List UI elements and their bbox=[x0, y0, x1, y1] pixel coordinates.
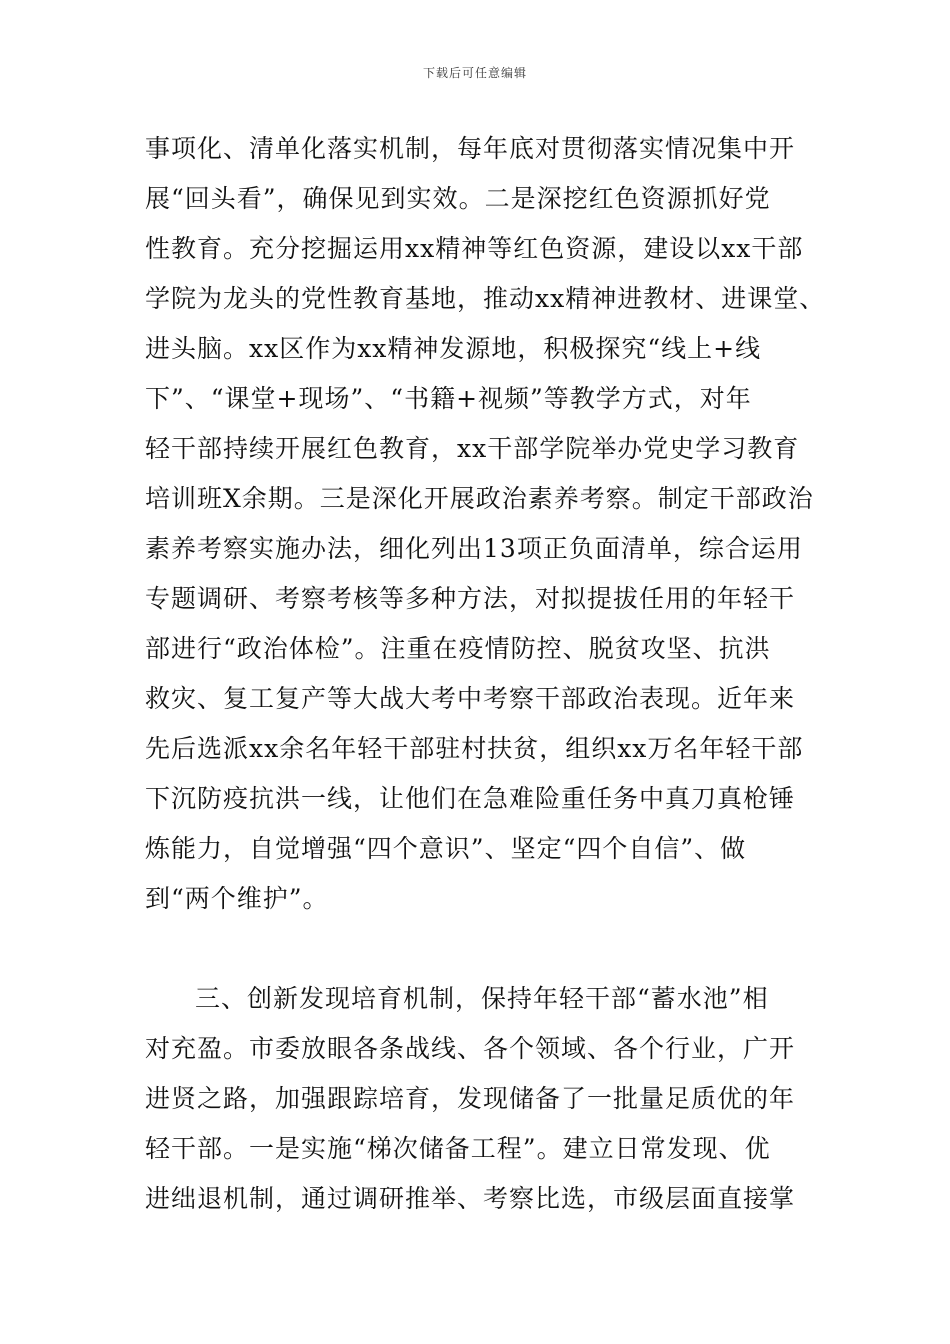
text-line: 培训班X余期。三是深化开展政治素养考察。制定干部政治 bbox=[145, 484, 814, 513]
text-line: 到“两个维护”。 bbox=[145, 884, 329, 913]
text-line: 救灾、复工复产等大战大考中考察干部政治表现。近年来 bbox=[145, 684, 796, 713]
text-line: 三、创新发现培育机制，保持年轻干部“蓄水池”相 bbox=[195, 984, 769, 1013]
text-line: 下沉防疫抗洪一线，让他们在急难险重任务中真刀真枪锤 bbox=[145, 784, 796, 813]
text-line: 轻干部持续开展红色教育，xx干部学院举办党史学习教育 bbox=[145, 434, 800, 463]
text-line: 事项化、清单化落实机制，每年底对贯彻落实情况集中开 bbox=[145, 134, 796, 163]
text-line: 展“回头看”，确保见到实效。二是深挖红色资源抓好党 bbox=[145, 184, 771, 213]
text-line: 下”、“课堂+现场”、“书籍+视频”等教学方式，对年 bbox=[145, 384, 752, 413]
text-line: 部进行“政治体检”。注重在疫情防控、脱贫攻坚、抗洪 bbox=[145, 634, 771, 663]
download-note: 下载后可任意编辑 bbox=[422, 66, 527, 80]
text-line: 轻干部。一是实施“梯次储备工程”。建立日常发现、优 bbox=[145, 1134, 771, 1163]
text-line: 进贤之路，加强跟踪培育，发现储备了一批量足质优的年 bbox=[145, 1084, 796, 1113]
text-line: 专题调研、考察考核等多种方法，对拟提拔任用的年轻干 bbox=[145, 584, 796, 613]
text-line: 先后选派xx余名年轻干部驻村扶贫，组织xx万名年轻干部 bbox=[145, 734, 804, 763]
text-line: 性教育。充分挖掘运用xx精神等红色资源，建设以xx干部 bbox=[145, 234, 804, 263]
text-line: 素养考察实施办法，细化列出13项正负面清单，综合运用 bbox=[145, 534, 803, 563]
text-line: 进头脑。xx区作为xx精神发源地，积极探究“线上+线 bbox=[145, 334, 762, 363]
text-line: 学院为龙头的党性教育基地，推动xx精神进教材、进课堂、 bbox=[145, 284, 826, 313]
text-line: 进绌退机制，通过调研推举、考察比选，市级层面直接掌 bbox=[145, 1184, 796, 1213]
text-line: 炼能力，自觉增强“四个意识”、坚定“四个自信”、做 bbox=[145, 834, 747, 863]
text-line: 对充盈。市委放眼各条战线、各个领域、各个行业，广开 bbox=[145, 1034, 796, 1063]
